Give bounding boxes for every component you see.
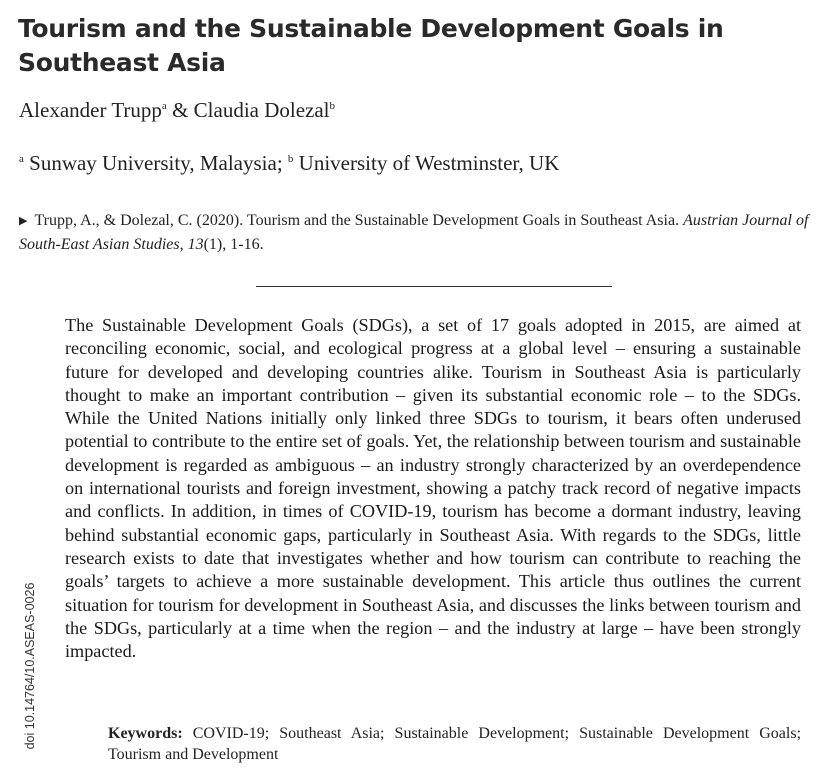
doi-label: doi 10.14764/10.ASEAS-0026 xyxy=(23,582,37,750)
keywords-label: Keywords: xyxy=(108,725,183,742)
article-title: Tourism and the Sustainable Development Goals in Southeast Asia xyxy=(18,14,724,77)
author-name: Alexander Trupp xyxy=(19,98,162,122)
author-separator: & xyxy=(166,98,194,122)
citation: ▶ Trupp, A., & Dolezal, C. (2020). Tourism and the Sustainable Development Goals in Southeast Asia. Austrian Journal of South-East Asian Studies, 13(1), 1-16. xyxy=(19,212,809,253)
affiliation-marker: a xyxy=(19,153,24,165)
affiliation-marker: b xyxy=(329,100,336,112)
author-line xyxy=(19,98,335,123)
triangle-right-icon: ▶ xyxy=(19,215,28,227)
affiliation-marker: a xyxy=(161,100,167,112)
affiliation-text: University of Westminster, UK xyxy=(298,151,560,175)
keywords xyxy=(108,723,801,765)
affiliations xyxy=(19,151,559,176)
keywords-text: COVID-19; Southeast Asia; Sustainable Development; Sustainable Development Goals; Tourism and Development xyxy=(108,725,802,763)
citation-text: Trupp, A., & Dolezal, C. (2020). Tourism and the Sustainable Development Goals in Southeast Asia. xyxy=(34,212,680,229)
abstract: The Sustainable Development Goals (SDGs), a set of 17 goals adopted in 2015, are aimed at reconciling economic, social, and ecological progress at a global level – ensuring a sustainable future for developed and developing countries alike. Tourism in Southeast Asia is particularly thought to make an important contribution – given its substantial economic role – to the SDGs. While the United Nations initially only linked three SDGs to tourism, it bears often underused potential to contribute to the entire set of goals. Yet, the relationship between tourism and sustainable development is regarded as ambiguous – an industry strongly characterized by an overdependence on international tourists and foreign investment, showing a patchy track record of negative impacts and conflicts. In addition, in times of COVID-19, tourism has become a dormant industry, leaving behind substantial economic gaps, particularly in Southeast Asia. With regards to the SDGs, little research exists to date that investigates whether and how tourism can contribute to reaching the goals’ targets to achieve a more sustainable development. This article thus outlines the current situation for tourism for development in Southeast Asia, and discusses the links between tourism and the SDGs, particularly at a time when the region – and the industry at large – have been strongly impacted. xyxy=(65,315,801,662)
citation-journal: Austrian Journal of South-East Asian Studies xyxy=(19,212,809,253)
section-divider xyxy=(256,286,612,287)
citation-issue-pages: (1), 1-16. xyxy=(203,236,264,253)
citation-volume: 13 xyxy=(187,236,204,253)
affiliation-marker: b xyxy=(287,153,294,165)
affiliation-text: Sunway University, Malaysia; xyxy=(29,151,283,175)
author-name: Claudia Dolezal xyxy=(193,98,330,122)
